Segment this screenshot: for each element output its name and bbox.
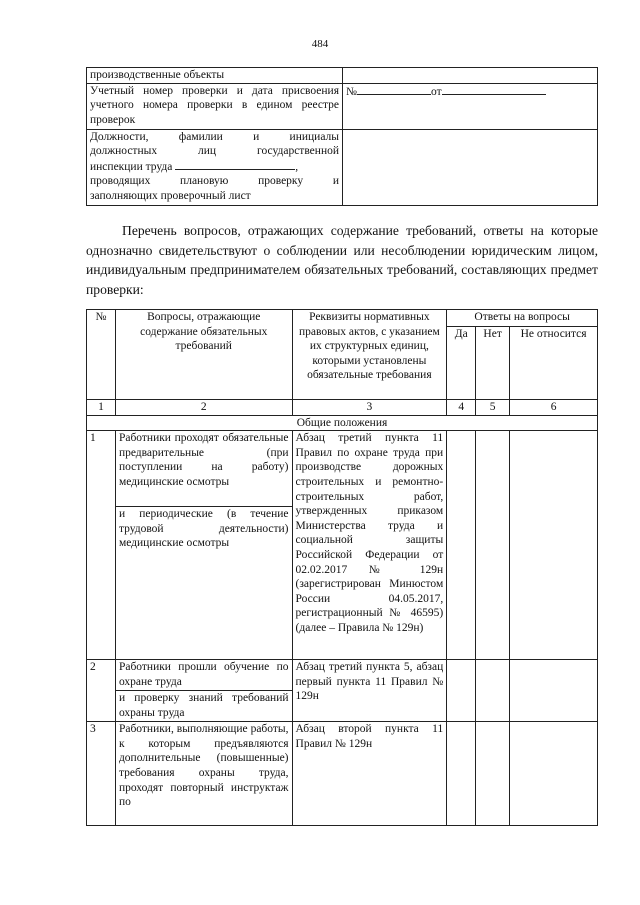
row-inspectors-value	[343, 129, 598, 205]
inspectors-line-2: должностных лиц государственной	[90, 145, 339, 158]
header-yes: Да	[447, 327, 476, 400]
checklist-table	[86, 309, 598, 826]
table-row-3-na	[510, 722, 598, 826]
header-questions: Вопросы, отражающие содержание обязательных требований	[115, 310, 292, 400]
col-number-3: 3	[292, 400, 447, 416]
table-row-3-question: Работники, выполняющие работы, к которым предъявляются дополнительные (повышенные) требования охраны труда, проходят повторный инструктаж по	[115, 722, 292, 826]
page-number: 484	[311, 38, 329, 50]
table-row-3-num: 3	[87, 722, 116, 826]
table-row-3-yes	[447, 722, 476, 826]
intro-paragraph: Перечень вопросов, отражающих содержание требований, ответы на которые однозначно свидетельствуют о соблюдении или несоблюдении юридическим лицом, индивидуальным предпринимателем обязательных требований, составляющих предмет проверки:	[86, 223, 598, 297]
header-answers: Ответы на вопросы	[447, 310, 598, 327]
col-number-4: 4	[447, 400, 476, 416]
inspectors-line-3-text: инспекции труда	[90, 160, 173, 173]
number-blank	[357, 84, 431, 95]
table-row-1-question-b: и периодические (в течение трудовой деятельности) медицинские осмотры	[115, 507, 292, 660]
number-sign: №	[346, 85, 357, 98]
inspectors-line-5: заполняющих проверочный лист	[90, 189, 251, 202]
header-num: №	[87, 310, 116, 400]
from-label: от	[430, 85, 442, 98]
inspection-info-table	[86, 67, 598, 206]
table-row-1-num: 1	[87, 431, 116, 660]
table-row-2-question-b: и проверку знаний требований охраны труда	[115, 691, 292, 722]
table-row-1-no	[476, 431, 510, 660]
col-number-6: 6	[510, 400, 598, 416]
table-row-1-yes	[447, 431, 476, 660]
inspectors-line-1: Должности, фамилии и инициалы	[90, 130, 339, 143]
header-requisites: Реквизиты нормативных правовых актов, с указанием их структурных единиц, которыми установлены обязательные требования	[292, 310, 447, 400]
table-row-2-num: 2	[87, 660, 116, 722]
table-row-1-na	[510, 431, 598, 660]
header-na: Не относится	[510, 327, 598, 400]
header-no: Нет	[476, 327, 510, 400]
row-number-value	[343, 83, 598, 129]
row-objects-label: производственные объекты	[87, 68, 343, 84]
row-inspectors-label	[87, 129, 343, 205]
table-row-2-na	[510, 660, 598, 722]
section-title: Общие положения	[87, 415, 598, 431]
table-row-3-requisites: Абзац второй пункта 11 Правил № 129н	[292, 722, 447, 826]
col-number-5: 5	[476, 400, 510, 416]
inspectors-blank	[175, 159, 295, 170]
table-row-2-question-a: Работники прошли обучение по охране труда	[115, 660, 292, 691]
table-row-2-yes	[447, 660, 476, 722]
table-row-3-no	[476, 722, 510, 826]
date-blank	[442, 84, 546, 95]
inspectors-line-3: инспекции труда ,	[90, 160, 299, 173]
table-row-1-requisites: Абзац третий пункта 11 Правил по охране труда при производстве дорожных строительных и ремонтно-строительных работ, утвержденных приказом Министерства труда и социальной защиты Российской Федерации от 02.02.2017 № 129н (зарегистрирован Минюстом России 04.05.2017, регистрационный № 46595) (далее – Правила № 129н)	[292, 431, 447, 660]
col-number-1: 1	[87, 400, 116, 416]
row-number-label: Учетный номер проверки и дата присвоения учетного номера проверки в едином реестре проверок	[87, 83, 343, 129]
row-objects-value	[343, 68, 598, 84]
table-row-2-no	[476, 660, 510, 722]
inspectors-line-4: проводящих плановую проверку и	[90, 175, 339, 188]
table-row-1-question-a: Работники проходят обязательные предварительные (при поступлении на работу) медицинские осмотры	[115, 431, 292, 507]
table-row-2-requisites: Абзац третий пункта 5, абзац первый пункта 11 Правил № 129н	[292, 660, 447, 722]
col-number-2: 2	[115, 400, 292, 416]
